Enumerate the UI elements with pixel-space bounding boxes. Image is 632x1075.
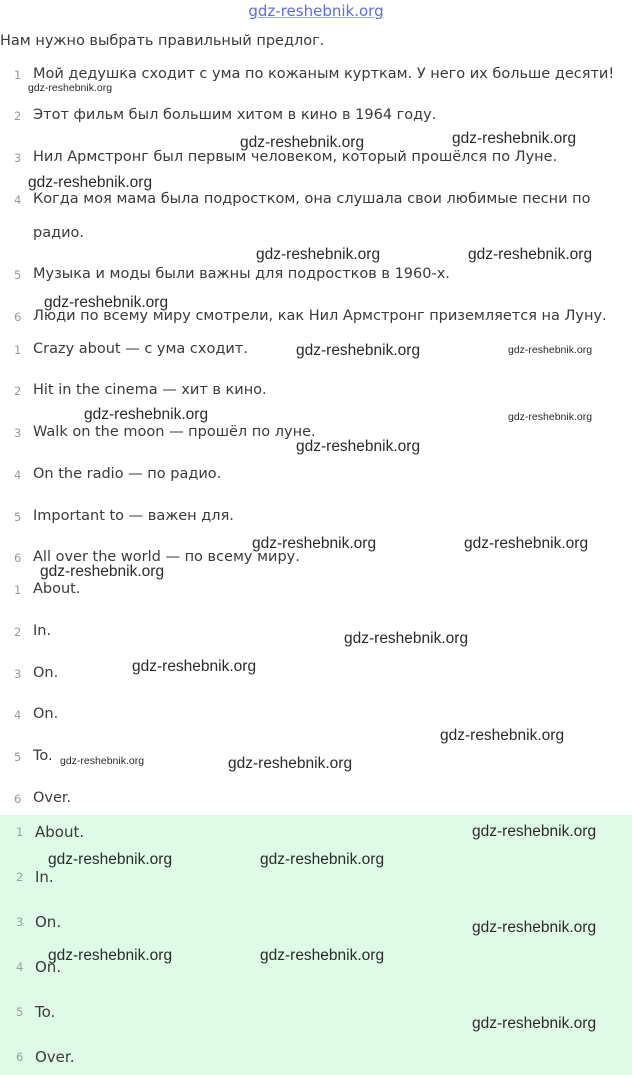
item-text: Нил Армстронг был первым человеком, который прошёлся по Луне.	[33, 149, 558, 165]
item-text: All over the world — по всему миру.	[33, 549, 300, 565]
watermark: gdz-reshebnik.org	[28, 174, 153, 191]
item-number: 2	[14, 109, 22, 123]
item-number: 1	[16, 825, 24, 839]
item-number: 6	[14, 792, 22, 806]
answer-box	[0, 815, 632, 1075]
item-number: 3	[14, 151, 22, 165]
item-text: About.	[33, 581, 81, 597]
item-text: Walk on the moon — прошёл по луне.	[33, 424, 316, 440]
item-text: Hit in the cinema — хит в кино.	[33, 382, 267, 398]
watermark: gdz-reshebnik.org	[452, 130, 577, 147]
item-text: Important to — важен для.	[33, 508, 234, 524]
item-number: 4	[14, 708, 22, 722]
item-text: Over.	[35, 1048, 75, 1066]
item-text: Музыка и моды были важны для подростков в 1960-х.	[33, 266, 450, 282]
item-text: To.	[35, 1003, 56, 1021]
watermark: gdz-reshebnik.org	[508, 411, 593, 423]
item-number: 4	[16, 960, 24, 974]
watermark: gdz-reshebnik.org	[296, 342, 421, 359]
watermark: gdz-reshebnik.org	[260, 947, 385, 964]
item-number: 6	[14, 310, 22, 324]
item-number: 2	[14, 625, 22, 639]
item-number: 1	[14, 68, 22, 82]
watermark: gdz-reshebnik.org	[40, 563, 165, 580]
item-text: On.	[33, 665, 59, 681]
item-number: 3	[16, 915, 24, 929]
item-text: Crazy about — с ума сходит.	[33, 341, 248, 357]
item-number: 3	[14, 426, 22, 440]
watermark: gdz-reshebnik.org	[256, 246, 381, 263]
watermark: gdz-reshebnik.org	[296, 438, 421, 455]
watermark: gdz-reshebnik.org	[48, 851, 173, 868]
watermark: gdz-reshebnik.org	[472, 823, 597, 840]
item-text: Over.	[33, 790, 72, 806]
item-text: To.	[33, 748, 53, 764]
task-intro: Нам нужно выбрать правильный предлог.	[0, 33, 325, 49]
item-text: Этот фильм был большим хитом в кино в 1964 году.	[33, 107, 437, 123]
item-number: 1	[14, 583, 22, 597]
item-text: About.	[35, 823, 85, 841]
watermark: gdz-reshebnik.org	[84, 406, 209, 423]
watermark: gdz-reshebnik.org	[464, 535, 589, 552]
item-number: 5	[14, 268, 22, 282]
watermark: gdz-reshebnik.org	[60, 755, 145, 767]
item-number: 1	[14, 343, 22, 357]
item-number: 6	[16, 1050, 24, 1064]
watermark: gdz-reshebnik.org	[260, 851, 385, 868]
watermark: gdz-reshebnik.org	[508, 344, 593, 356]
watermark: gdz-reshebnik.org	[28, 82, 113, 94]
watermark: gdz-reshebnik.org	[48, 947, 173, 964]
item-text: On the radio — по радио.	[33, 466, 222, 482]
watermark: gdz-reshebnik.org	[132, 658, 257, 675]
item-text: On.	[33, 706, 59, 722]
watermark: gdz-reshebnik.org	[240, 134, 365, 151]
item-number: 5	[14, 510, 22, 524]
item-text: On.	[35, 913, 62, 931]
item-text: Люди по всему миру смотрели, как Нил Армстронг приземляется на Луну.	[33, 308, 607, 324]
watermark: gdz-reshebnik.org	[472, 919, 597, 936]
watermark: gdz-reshebnik.org	[252, 535, 377, 552]
item-text: In.	[33, 623, 52, 639]
item-number: 2	[14, 384, 22, 398]
item-number: 4	[14, 193, 22, 207]
item-number: 4	[14, 468, 22, 482]
item-text: In.	[35, 868, 54, 886]
item-number: 6	[14, 551, 22, 565]
watermark: gdz-reshebnik.org	[344, 630, 469, 647]
item-text: On.	[35, 958, 62, 976]
item-text: Мой дедушка сходит с ума по кожаным курткам. У него их больше десяти!	[33, 66, 615, 82]
item-number: 5	[16, 1005, 24, 1019]
item-number: 5	[14, 750, 22, 764]
item-number: 3	[14, 667, 22, 681]
item-text: Когда моя мама была подростком, она слушала свои любимые песни по	[33, 191, 591, 207]
watermark: gdz-reshebnik.org	[440, 727, 565, 744]
watermark: gdz-reshebnik.org	[472, 1015, 597, 1032]
watermark: gdz-reshebnik.org	[228, 755, 353, 772]
item-text-continued: радио.	[33, 225, 85, 241]
item-number: 2	[16, 870, 24, 884]
site-link[interactable]: gdz-reshebnik.org	[248, 2, 384, 20]
watermark: gdz-reshebnik.org	[44, 294, 169, 311]
watermark: gdz-reshebnik.org	[468, 246, 593, 263]
